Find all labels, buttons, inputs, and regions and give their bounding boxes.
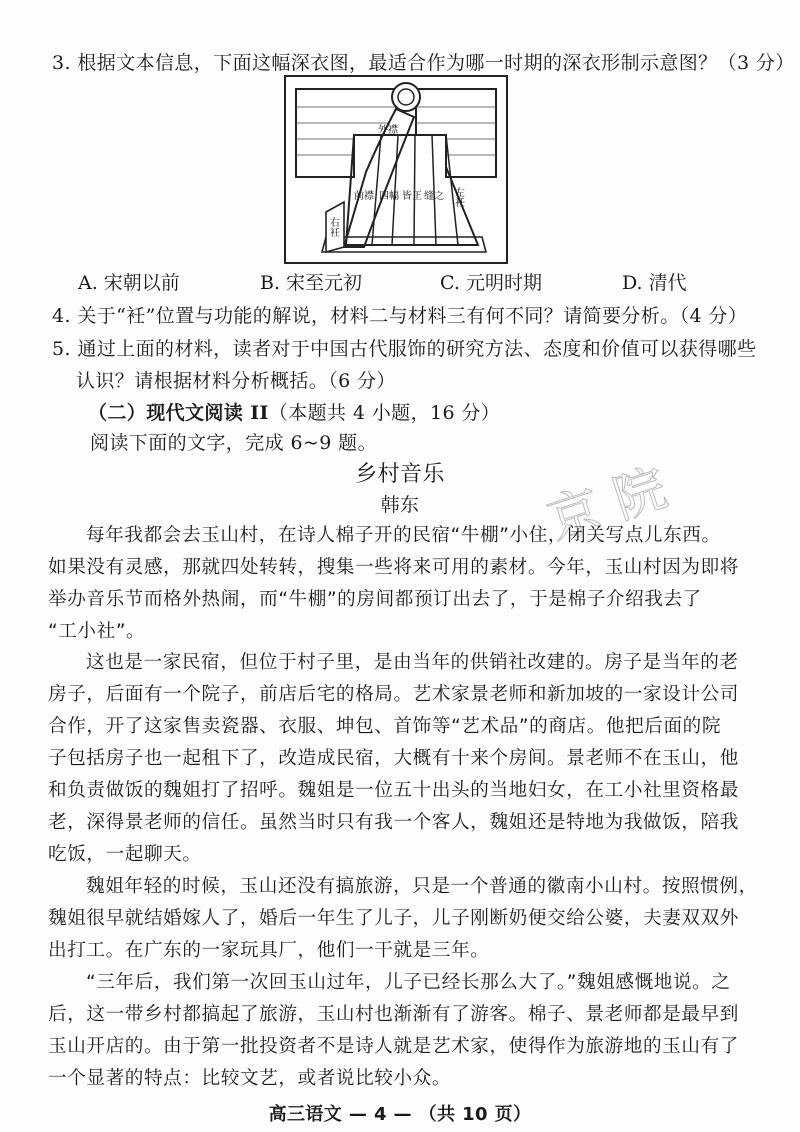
question-4-text: 4. 关于“衽”位置与功能的解说，材料二与材料三有何不同？请简要分析。（4 分） — [52, 305, 748, 327]
label-right-ren: 右衽 — [327, 217, 339, 237]
page-footer: 高三语文 — 4 — （共 10 页） — [268, 1104, 532, 1125]
article-title: 乡村音乐 — [355, 462, 445, 487]
article-line: 合作，开了这家售卖瓷器、衣服、坤包、首饰等“艺术品”的商店。他把后面的院 — [48, 716, 722, 737]
label-left-ren: 左衽 — [452, 187, 464, 207]
section-note: （本题共 4 小题，16 分） — [268, 402, 501, 424]
article-line: “三年后，我们第一次回玉山过年，儿子已经长那么大了。”魏姐感慨地说。之 — [86, 972, 731, 993]
article-line: 房子，后面有一个院子，前店后宅的格局。艺术家景老师和新加坡的一家设计公司 — [48, 684, 739, 705]
article-line: 出打工。在广东的一家玩具厂，他们一干就是三年。 — [48, 940, 490, 961]
shenyi-diagram — [284, 75, 508, 264]
article-author: 韩东 — [380, 494, 420, 516]
question-3-text: 3. 根据文本信息，下面这幅深衣图，最适合作为哪一时期的深衣形制示意图？（3 分） — [52, 52, 795, 74]
question-5-line-2: 认识？请根据材料分析概括。（6 分） — [76, 370, 396, 392]
right-sleeve — [416, 89, 496, 177]
article-line: 举办音乐节而格外热闹，而“牛棚”的房间都预订出去了，于是棉子介绍我去了 — [48, 589, 702, 610]
option-b: B. 宋至元初 — [260, 272, 363, 294]
article-line: 一个显著的特点：比较文艺，或者说比较小众。 — [48, 1068, 452, 1089]
label-front-lapel: 前襟 — [354, 191, 374, 202]
article-line: 魏姐年轻的时候，玉山还没有搞旅游，只是一个普通的徽南小山村。按照惯例， — [86, 876, 758, 897]
label-four-panels: 四幅 — [379, 191, 399, 202]
article-line: 老，深得景老师的信任。虽然当时只有我一个客人，魏姐还是特地为我做饭，陪我 — [48, 812, 739, 833]
section-heading — [88, 398, 500, 425]
article-line: 如果没有灵感，那就四处转转，搜集一些将来可用的素材。今年，玉山村因为即将 — [48, 557, 739, 578]
label-all-seams: 皆正 — [402, 191, 422, 202]
article-line: 每年我都会去玉山村，在诗人棉子开的民宿“牛棚”小住，闭关写点儿东西。 — [86, 525, 721, 546]
article-line: 魏姐很早就结婚嫁人了，婚后一年生了儿子，儿子刚断奶便交给公婆，夫妻双双外 — [48, 908, 739, 929]
article-line: 玉山开店的。由于第一批投资者不是诗人就是艺术家，使得作为旅游地的玉山有了 — [48, 1036, 739, 1057]
section-instruction: 阅读下面的文字，完成 6~9 题。 — [90, 432, 377, 454]
round-collar — [392, 83, 420, 111]
article-line: “工小社”。 — [48, 621, 146, 642]
article-line: 这也是一家民宿，但位于村子里，是由当年的供销社改建的。房子是当年的老 — [86, 652, 739, 673]
option-a: A. 宋朝以前 — [78, 272, 180, 294]
shenyi-diagram-svg — [286, 77, 506, 262]
label-seam: 缝之 — [424, 191, 444, 202]
article-line: 子包括房子也一起租下了，改造成民宿，大概有十来个房间。景老师不在玉山，他 — [48, 748, 739, 769]
section-title: （二）现代文阅读 II — [88, 402, 269, 424]
question-5-line-1: 5. 通过上面的材料，读者对于中国古代服饰的研究方法、态度和价值可以获得哪些 — [52, 338, 757, 360]
option-d: D. 清代 — [622, 272, 687, 294]
question-3-options — [78, 268, 728, 296]
article-line: 后，这一带乡村都搞起了旅游，玉山村也渐渐有了游客。棉子、景老师都是最早到 — [48, 1004, 739, 1025]
article-line: 吃饭，一起聊天。 — [48, 844, 202, 865]
watermark-text: 京 院 — [541, 458, 675, 553]
article-line: 和负责做饭的魏姐打了招呼。魏姐是一位五十出头的当地妇女，在工小社里资格最 — [48, 780, 739, 801]
option-c: C. 元明时期 — [440, 272, 542, 294]
label-outer-lapel: 外襟 — [378, 125, 398, 136]
